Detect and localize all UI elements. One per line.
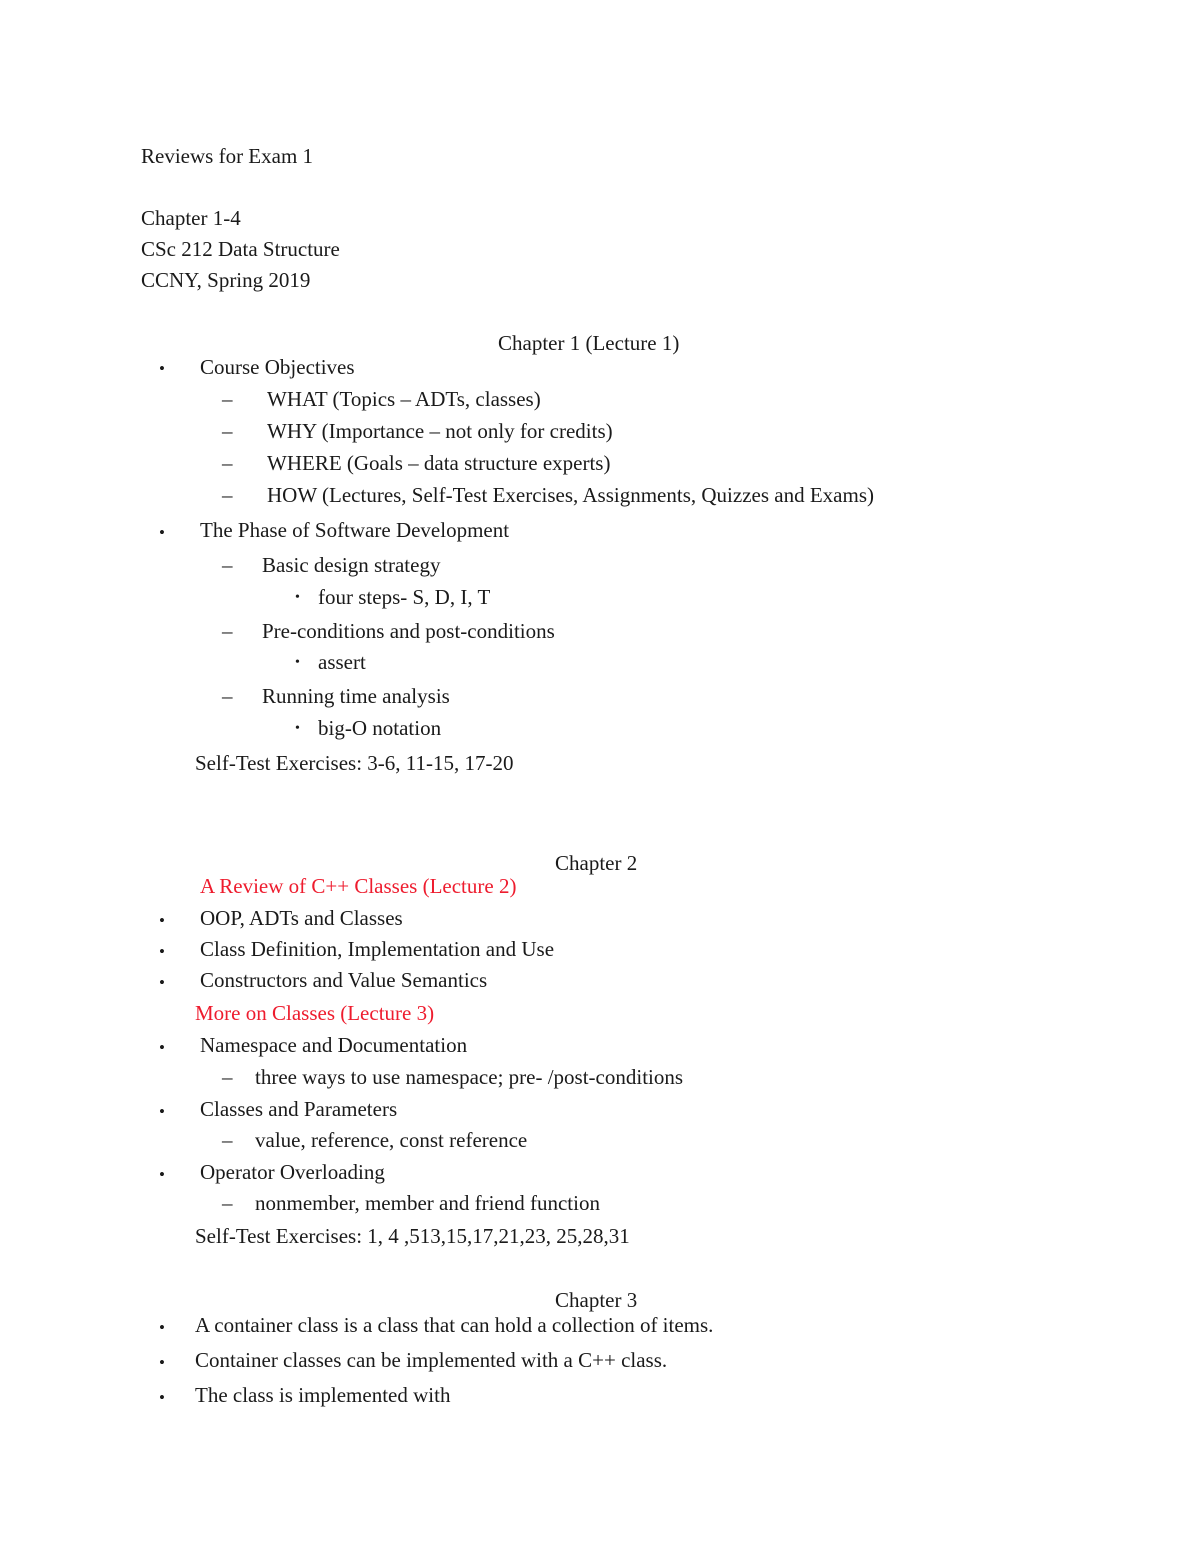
ch1-self-test: Self-Test Exercises: 3-6, 11-15, 17-20 [195,751,514,775]
bullet-icon: • [295,655,300,670]
ch1-subsubitem-assert: assert [318,650,366,674]
bullet-icon: • [159,942,165,961]
ch1-subsubitem-four-steps: four steps- S, D, I, T [318,585,491,609]
bullet-icon: • [159,1318,165,1337]
bullet-icon: • [159,973,165,992]
chapter2-heading: Chapter 2 [555,851,638,875]
bullet-icon: • [159,1102,165,1121]
dash-icon: – [222,684,233,708]
ch2-item-oop: OOP, ADTs and Classes [200,906,403,930]
ch3-item-container-class: A container class is a class that can hold a collection of items. [195,1313,714,1337]
ch3-item-implementation: Container classes can be implemented with a C++ class. [195,1348,668,1372]
ch1-subitem-what: WHAT (Topics – ADTs, classes) [267,387,541,411]
bullet-icon: • [159,1353,165,1372]
ch2-subitem-namespace-ways: three ways to use namespace; pre- /post-conditions [255,1065,684,1089]
ch1-subitem-running-time: Running time analysis [262,684,450,708]
dash-icon: – [222,1191,233,1215]
ch1-subsubitem-big-o: big-O notation [318,716,442,740]
ch1-subitem-why: WHY (Importance – not only for credits) [267,419,613,443]
ch2-subitem-parameter-kinds: value, reference, const reference [255,1128,528,1152]
ch1-subitem-conditions: Pre-conditions and post-conditions [262,619,555,643]
ch2-lecture3-heading: More on Classes (Lecture 3) [195,1001,435,1025]
ch2-item-operator-overloading: Operator Overloading [200,1160,385,1184]
dash-icon: – [222,553,233,577]
bullet-icon: • [295,590,300,605]
bullet-icon: • [159,911,165,930]
bullet-icon: • [159,1165,165,1184]
ch1-subitem-where: WHERE (Goals – data structure experts) [267,451,611,475]
ch1-item-software-phase: The Phase of Software Development [200,518,510,542]
ch2-item-constructors: Constructors and Value Semantics [200,968,488,992]
bullet-icon: • [159,523,165,542]
ch2-subitem-function-kinds: nonmember, member and friend function [255,1191,600,1215]
bullet-icon: • [159,1038,165,1057]
dash-icon: – [222,1128,233,1152]
chapter3-heading: Chapter 3 [555,1288,638,1312]
dash-icon: – [222,387,233,411]
document-title: Reviews for Exam 1 [141,144,314,168]
ch2-item-parameters: Classes and Parameters [200,1097,398,1121]
ch1-subitem-design: Basic design strategy [262,553,441,577]
ch2-item-namespace: Namespace and Documentation [200,1033,468,1057]
ch3-item-implemented-with: The class is implemented with [195,1383,451,1407]
ch2-self-test: Self-Test Exercises: 1, 4 ,513,15,17,21,23, 25,28,31 [195,1224,630,1248]
chapter1-heading: Chapter 1 (Lecture 1) [498,331,680,355]
bullet-icon: • [159,1388,165,1407]
bullet-icon: • [295,721,300,736]
chapters-range: Chapter 1-4 [141,206,241,230]
ch1-subitem-how: HOW (Lectures, Self-Test Exercises, Assignments, Quizzes and Exams) [267,483,874,507]
ch2-item-class-definition: Class Definition, Implementation and Use [200,937,555,961]
dash-icon: – [222,419,233,443]
ch2-lecture2-heading: A Review of C++ Classes (Lecture 2) [200,874,517,898]
dash-icon: – [222,619,233,643]
dash-icon: – [222,483,233,507]
ch1-item-course-objectives: Course Objectives [200,355,355,379]
term-label: CCNY, Spring 2019 [141,268,311,292]
dash-icon: – [222,451,233,475]
dash-icon: – [222,1065,233,1089]
bullet-icon: • [159,359,165,378]
course-name: CSc 212 Data Structure [141,237,340,261]
